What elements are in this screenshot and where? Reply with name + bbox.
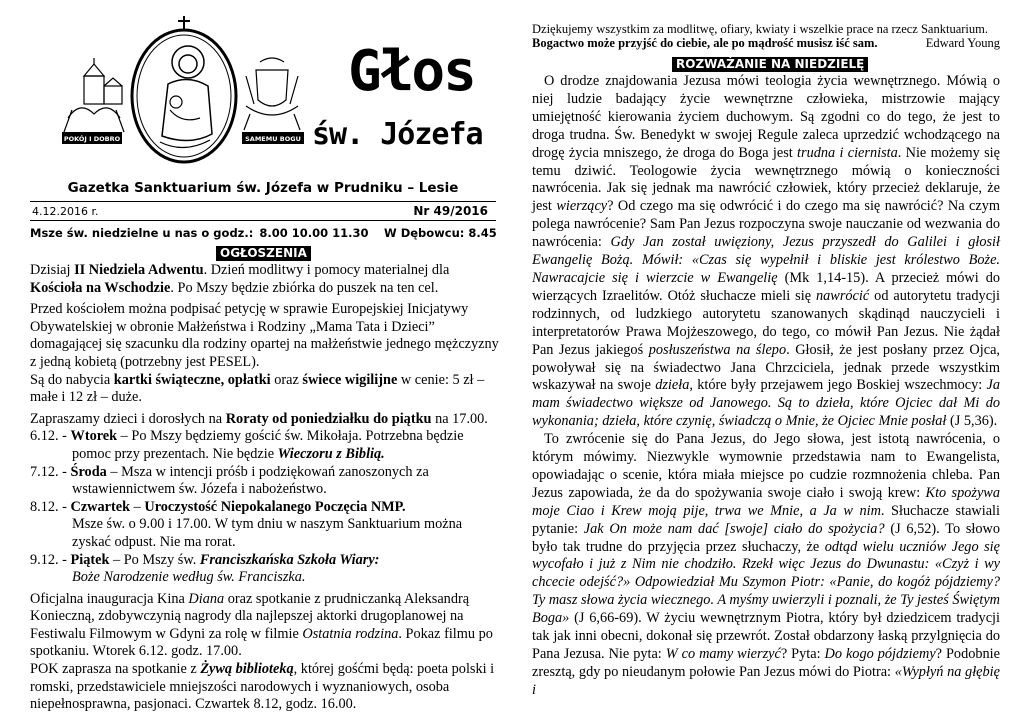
right-column: [532, 22, 1000, 698]
quote: [532, 36, 1000, 51]
announcement-paragraph: Zapraszamy dzieci i dorosłych na Roraty od poniedziałku do piątku na 17.00.: [30, 410, 488, 427]
reflection-heading: ROZWAŻANIE NA NIEDZIELĘ: [672, 57, 868, 72]
quote-author: Edward Young: [925, 36, 1000, 50]
schedule-item-detail: Msze św. o 9.00 i 17.00. W tym dniu w naszym Sanktuarium można: [72, 516, 463, 533]
announcement-paragraph: POK zaprasza na spotkanie z Żywą biblioteką, której gośćmi będą: poeta polski i romski, przedstawiciele mniejszości narodowych i wyznaniowych, osoba niepełnosprawna, pasjonaci. Czwartek 8.12, godz. 16.00.: [30, 661, 495, 713]
schedule-item: 9.12. - Piątek – Po Mszy św. Franciszkańska Szkoła Wiary:: [30, 551, 380, 568]
divider: [30, 201, 496, 202]
announcement-paragraph: Oficjalna inauguracja Kina Diana oraz spotkanie z prudniczanką Aleksandrą Konieczną, zdobywczynią nagrody dla najlepszej aktorki drugoplanowej na Festiwalu Filmowym w Gdyni za rolę w filmie Ostatnia rodzina. Pokaz filmu po spotkaniu. Wtorek 6.12. godz. 17.00.: [30, 590, 493, 660]
masthead-title-secondary: św. Józefa: [312, 117, 483, 152]
masthead: [30, 14, 496, 168]
schedule-item: 7.12. - Środa – Msza w intencji próśb i podziękowań zanoszonych za: [30, 463, 429, 480]
announcement-paragraph: Są do nabycia kartki świąteczne, opłatki oraz świece wigilijne w cenie: 5 zł – małe i 12 zł – duże.: [30, 371, 485, 406]
schedule-item-detail: wstawiennictwem św. Józefa i nabożeństwo.: [72, 481, 327, 498]
mass-times-values: 8.00 10.00 11.30: [259, 226, 369, 240]
issue-number: Nr 49/2016: [413, 204, 488, 218]
schedule-item: 8.12. - Czwartek – Uroczystość Niepokalanego Poczęcia NMP.: [30, 498, 406, 515]
saint-joseph-emblem-icon: [50, 14, 318, 168]
left-column: [30, 14, 499, 713]
schedule-item: 6.12. - Wtorek – Po Mszy będziemy gościć św. Mikołaja. Potrzebna będzie: [30, 428, 464, 445]
masthead-subtitle: Gazetka Sanktuarium św. Józefa w Prudniku – Lesie: [67, 180, 459, 196]
announcements-heading: OGŁOSZENIA: [216, 246, 311, 261]
schedule-item-detail: pomoc przy prezentach. Nie będzie Wieczoru z Biblią.: [72, 445, 385, 462]
quote-text: Bogactwo może przyjść do ciebie, ale po mądrość musisz iść sam.: [532, 36, 878, 50]
schedule-item-detail: zyskać odpust. Nie ma rorat.: [72, 533, 236, 550]
mass-times-label: Msze św. niedzielne u nas o godz.:: [30, 226, 254, 240]
emblem-right-label: SAMEMU BOGU: [245, 135, 301, 143]
announcement-paragraph: Przed kościołem można podpisać petycję w sprawie Europejskiej Inicjatywy Obywatelskiej w obronie Małżeństwa i Rodziny „Mama Tata i Dzieci” domagającej się szacunku dla rodziny opartej na małżeństwie jednego mężczyzny z jedną kobietą (potrzebny jest PESEL).: [30, 301, 499, 370]
reflection-body: [532, 73, 1000, 700]
issue-date: 4.12.2016 r.: [32, 205, 99, 218]
mass-times-debowiec: W Dębowcu: 8.45: [384, 226, 497, 240]
thanks-note: Dziękujemy wszystkim za modlitwę, ofiary, kwiaty i wszelkie prace na rzecz Sanktuarium.: [532, 22, 988, 36]
announcements-body: [30, 262, 500, 714]
reflection-paragraph: To zwrócenie się do Pana Jezus, do Jego słowa, jest istotą nawrócenia, o którym mówimy. Niezwykle wymownie przedstawia nam to Ewangelista, opowiadając o scenie, która miała miejsce po cudzie rozmnożenia chleba. Pan Jezus zapowiada, że da do spożywania swoje ciało i swoją krew: Kto spożywa moje Ciao i Krew moją pije, trwa we Mnie, a Ja w nim. Słuchacze stawiali pytanie: Jak On może nam dać [swoje] ciało do spożycia? (J 6,52). To słowo było tak trudne do przyjęcia przez słuchaczy, że odtąd wielu uczniów Jego się wycofało i już z Nim nie chodziło. Rzekł więc Jezus do Dwunastu: «Czyż i wy chcecie odejść?» Odpowiedział Mu Szymon Piotr: «Panie, do kogóż pójdziemy? Ty masz słowa życia wiecznego. A myśmy uwierzyli i poznali, że Ty jesteś Świętym Boga» (J 6,66-69). W życiu wewnętrznym Piotra, który był dziedzicem tradycji tak jak inni obecni, dokonał się przewrót. Został obdarzony łaską przylgnięcia do Pana Jezusa. Nie pyta: W co mamy wierzyć? Pyta: Do kogo pójdziemy? Podobnie zresztą, gdy po nieudanym połowie Pan Jezus mówi do Piotra: «Wypłyń na głębię i: [532, 431, 1000, 698]
announcement-paragraph: Dzisiaj II Niedziela Adwentu. Dzień modlitwy i pomocy materialnej dla Kościoła na Wschodzie. Po Mszy będzie zbiórka do puszek na ten cel.: [30, 262, 450, 296]
emblem-left-label: POKÓJ I DOBRO: [63, 135, 121, 143]
masthead-title: Głos: [348, 39, 475, 104]
mass-times: [30, 226, 496, 240]
divider: [30, 220, 496, 221]
reflection-paragraph: O drodze znajdowania Jezusa mówi teologia życia wewnętrznego. Mówią o niej ludzie badający życie wewnętrzne człowieka, mistrzowie mający umiejętność kierowania życiem duchowym. Są zgodni co do tego, że jest to droga trudna. Św. Benedykt w swojej Regule zaleca uprzedzić wchodzącego na drogę życia mniszego, że droga do Boga jest trudna i ciernista. Nie możemy się temu dziwić. Teologowie życia wewnętrznego mówią o konieczności nawrócenia. Jak się jednak ma nawrócić człowiek, który przecież deklaruje, że jest wierzący? Od czego ma się odwrócić i do czego ma się nawrócić? Na czym polega nawrócenie? Sam Pan Jezus rozpoczyna swoje nauczanie od wezwania do nawrócenia: Gdy Jan został uwięziony, Jezus przyszedł do Galilei i głosił Ewangelię Bożą. Mówił: «Czas się wypełnił i bliskie jest królestwo Boże. Nawracajcie się i wierzcie w Ewangelię (Mk 1,14-15). A przecież mówi do wierzących Izraelitów. Otóż słuchacze mieli się nawrócić od autorytetu tradycji rodzinnych, od ludzkiego autorytetu szanowanych skądinąd nauczycieli i interpretatorów Prawa Mojżeszowego, do tego, co mówił Pan Jezus. Nie żądał Pan Jezus jakiegoś posłuszeństwa na ślepo. Głosił, że jest posłany przez Ojca, powoływał się na świadectwo Jana Chrzciciela, jednak przede wszystkim wskazywał na swoje dzieła, które były przejawem jego Boskiej wszechmocy: Ja mam świadectwo większe od Janowego. Są to dzieła, które Ojciec dał Mi do wykonania; dzieła, które czynię, świadczą o Mnie, że Ojciec Mnie posłał (J 5,36).: [532, 73, 1000, 430]
schedule-item-detail: Boże Narodzenie według św. Franciszka.: [72, 569, 306, 586]
